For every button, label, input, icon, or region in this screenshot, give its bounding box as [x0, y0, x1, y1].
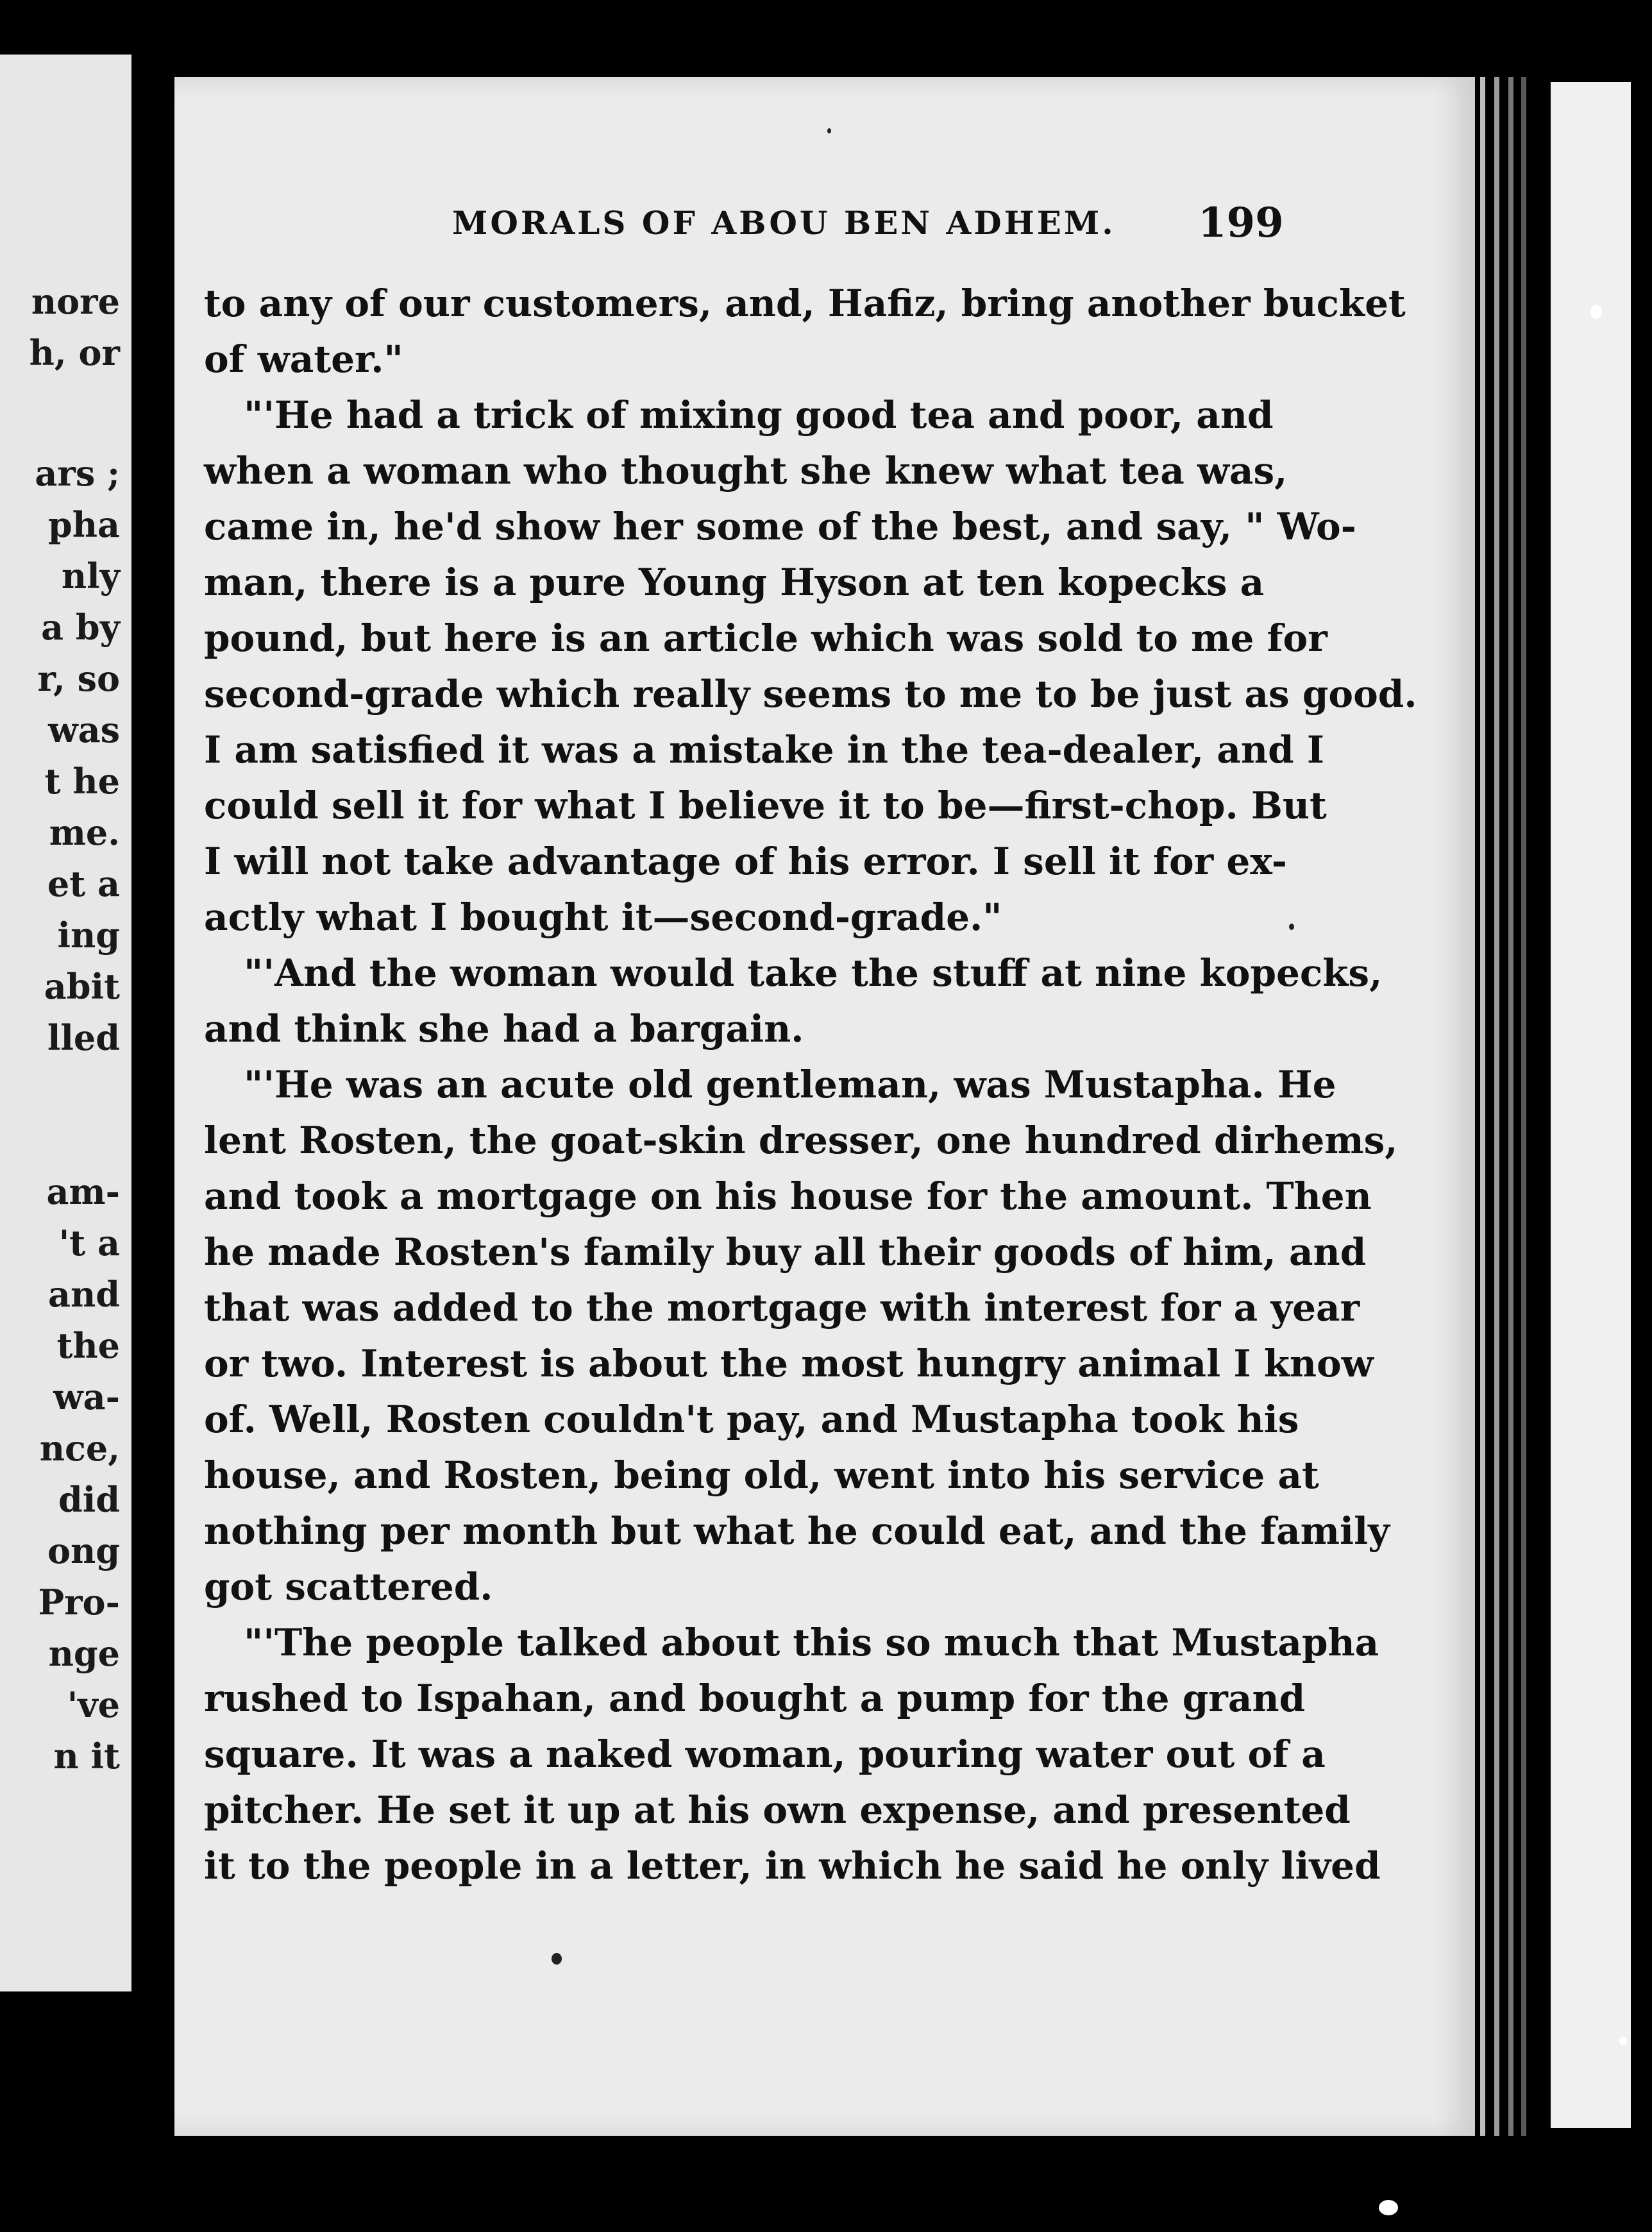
text-line: of water."	[204, 337, 403, 381]
back-cover-strip	[1551, 82, 1631, 2128]
left-page-fragment: r, so	[37, 658, 120, 699]
text-line: square. It was a naked woman, pouring water out of a	[204, 1732, 1326, 1776]
text-line: actly what I bought it—second-grade."	[204, 895, 1002, 939]
text-line: man, there is a pure Young Hyson at ten kopecks a	[204, 561, 1265, 604]
left-page-fragment: nore	[31, 281, 120, 322]
text-line: I will not take advantage of his error. I sell it for ex-	[204, 840, 1287, 883]
left-page-fragment: n it	[53, 1736, 120, 1777]
left-page-fragment: et a	[47, 863, 120, 904]
body-text	[204, 276, 1417, 1894]
text-line: and took a mortgage on his house for the amount. Then	[204, 1174, 1372, 1218]
page-edge	[1521, 77, 1526, 2136]
ink-speck	[1289, 924, 1294, 930]
left-facing-page	[0, 55, 131, 1991]
text-line: got scattered.	[204, 1565, 493, 1609]
text-line: could sell it for what I believe it to be—first-chop. But	[204, 784, 1327, 827]
left-page-fragment: Pro-	[38, 1582, 120, 1623]
text-line: nothing per month but what he could eat, and the family	[204, 1509, 1390, 1553]
text-line: "'The people talked about this so much that Mustapha	[244, 1621, 1379, 1664]
left-page-fragment: me.	[49, 812, 120, 853]
ink-speck	[827, 128, 831, 133]
text-line: second-grade which really seems to me to be just as good.	[204, 672, 1417, 716]
page-number: 199	[1198, 199, 1284, 247]
left-page-fragment: and	[47, 1274, 120, 1315]
left-page-fragment: ars ;	[35, 453, 120, 494]
text-line: came in, he'd show her some of the best, and say, " Wo-	[204, 505, 1356, 548]
left-page-fragment: 've	[67, 1684, 120, 1725]
text-line: when a woman who thought she knew what tea was,	[204, 449, 1288, 493]
left-page-fragment: lled	[47, 1017, 120, 1058]
left-page-fragment: was	[48, 709, 120, 750]
scan-speck	[1379, 2200, 1398, 2215]
text-line: pound, but here is an article which was sold to me for	[204, 616, 1328, 660]
text-line: and think she had a bargain.	[204, 1007, 804, 1051]
text-line: pitcher. He set it up at his own expense, and presented	[204, 1788, 1351, 1832]
left-page-fragment: h, or	[29, 332, 120, 373]
text-line: of. Well, Rosten couldn't pay, and Mustapha took his	[204, 1398, 1299, 1441]
left-page-fragment: abit	[44, 966, 120, 1007]
left-page-fragment: 't a	[58, 1222, 120, 1264]
left-page-fragment: did	[58, 1479, 120, 1520]
left-page-fragment: ing	[57, 915, 120, 956]
ink-speck	[552, 1953, 562, 1965]
page-edge	[1480, 77, 1485, 2136]
text-line: "'He was an acute old gentleman, was Mustapha. He	[244, 1063, 1336, 1106]
left-page-fragment: wa-	[53, 1376, 120, 1417]
left-page-fragment: am-	[46, 1171, 120, 1212]
left-page-fragment: ong	[47, 1530, 120, 1571]
text-line: lent Rosten, the goat-skin dresser, one hundred dirhems,	[204, 1119, 1398, 1162]
text-line: he made Rosten's family buy all their goods of him, and	[204, 1230, 1367, 1274]
page-edge	[1494, 77, 1499, 2136]
running-head-title: MORALS OF ABOU BEN ADHEM.	[452, 204, 1116, 242]
left-page-fragment: pha	[47, 504, 120, 545]
scan-speck	[1619, 2036, 1627, 2045]
text-line: that was added to the mortgage with interest for a year	[204, 1286, 1360, 1330]
text-line: to any of our customers, and, Hafiz, bring another bucket	[204, 282, 1406, 325]
text-line: rushed to Ispahan, and bought a pump for the grand	[204, 1677, 1306, 1720]
left-page-fragment: nly	[61, 555, 120, 596]
running-head	[0, 199, 1652, 249]
text-line: house, and Rosten, being old, went into his service at	[204, 1453, 1319, 1497]
text-line: "'He had a trick of mixing good tea and poor, and	[244, 393, 1274, 437]
left-page-fragment: a by	[41, 607, 120, 648]
text-line: it to the people in a letter, in which he said he only lived	[204, 1844, 1381, 1888]
text-line: I am satisfied it was a mistake in the tea-dealer, and I	[204, 728, 1324, 772]
left-page-fragment: nce,	[39, 1428, 120, 1469]
left-page-fragment: nge	[48, 1633, 120, 1674]
scan-speck	[1590, 305, 1602, 319]
page-edge	[1508, 77, 1513, 2136]
text-line: "'And the woman would take the stuff at nine kopecks,	[244, 951, 1383, 995]
left-page-fragment: t he	[44, 761, 120, 802]
left-page-fragment: the	[56, 1325, 120, 1366]
text-line: or two. Interest is about the most hungry animal I know	[204, 1342, 1374, 1385]
